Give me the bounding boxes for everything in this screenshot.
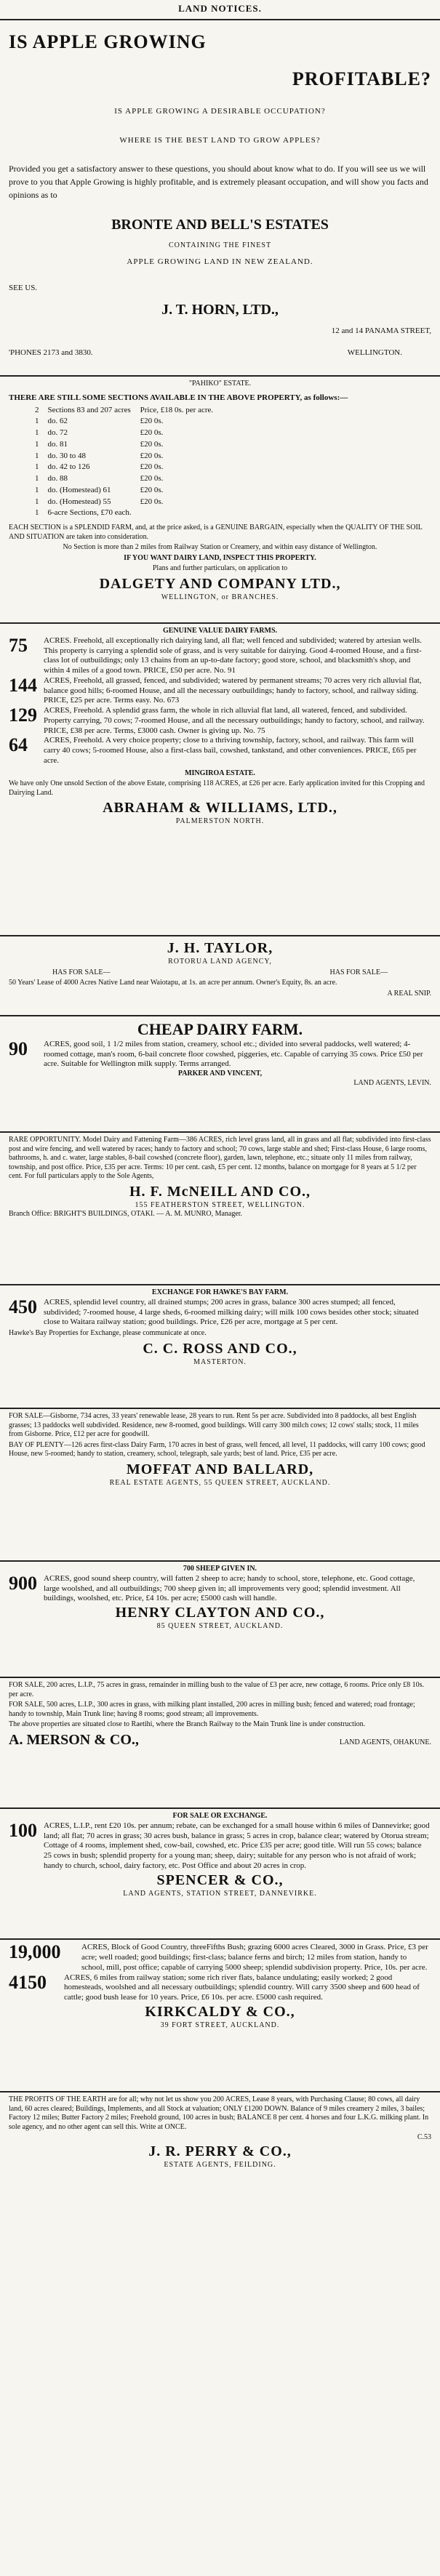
divider bbox=[0, 935, 440, 936]
moffat-ad bbox=[0, 1412, 440, 1557]
dairy-items bbox=[9, 636, 431, 766]
taylor-ad bbox=[0, 939, 440, 1012]
pahiko-lot-desc: do. (Homestead) 61 bbox=[47, 485, 111, 494]
mcneill-branch: Branch Office: BRIGHT'S BUILDINGS, OTAKI. — A. M. MUNRO, Manager. bbox=[9, 1210, 243, 1219]
moffat-firm: MOFFAT AND BALLARD, bbox=[126, 1461, 314, 1477]
kirkcaldy-item-1 bbox=[9, 1943, 431, 1973]
pahiko-lot-n: 1 bbox=[35, 474, 39, 483]
pahiko-firm: DALGETY AND COMPANY LTD., bbox=[99, 575, 341, 592]
dairy-item-text: ACRES, Freehold. A very choice property; close to a thriving township, factory, school, and railway. This farm will carry 40 cows; 5-roomed House, also a first-class bail, cowshed, tankstand, and other conveniences. PRICE, £65 per acre. bbox=[44, 736, 417, 765]
pahiko-lot-price: £20 0s. bbox=[140, 439, 164, 449]
merson-footer bbox=[9, 1731, 431, 1749]
merson-firm: A. MERSON & CO., bbox=[9, 1731, 139, 1748]
pahiko-lot-price: £20 0s. bbox=[140, 417, 164, 426]
abraham-address: PALMERSTON NORTH. bbox=[175, 817, 265, 825]
clayton-firm: HENRY CLAYTON AND CO., bbox=[115, 1605, 325, 1621]
merson-p3: The above properties are situated close to Raetihi, where the Branch Railway to the Main Trunk line is under construction. bbox=[9, 1720, 366, 1729]
pahiko-lot-desc: Sections 83 and 207 acres bbox=[47, 405, 131, 414]
apple-land: APPLE GROWING LAND IN NEW ZEALAND. bbox=[127, 257, 313, 267]
pahiko-lot-row bbox=[31, 428, 217, 439]
apple-containing: CONTAINING THE FINEST bbox=[168, 241, 272, 249]
pahiko-lot-row bbox=[31, 473, 217, 485]
pahiko-intro: THERE ARE STILL SOME SECTIONS AVAILABLE IN THE ABOVE PROPERTY, as follows:— bbox=[9, 393, 348, 402]
pahiko-lot-desc: do. 62 bbox=[47, 417, 68, 426]
pahiko-lot-n: 1 bbox=[35, 417, 39, 426]
ross-address: MASTERTON. bbox=[193, 1357, 247, 1366]
apple-address: 12 and 14 PANAMA STREET, bbox=[331, 326, 431, 335]
divider bbox=[0, 2091, 440, 2093]
divider bbox=[0, 1938, 440, 1940]
apple-see-us: SEE US. bbox=[9, 284, 38, 292]
kirkcaldy-firm: KIRKCALDY & CO., bbox=[145, 2003, 295, 2020]
spencer-acres: 100 bbox=[9, 1819, 37, 1841]
abraham-firm: ABRAHAM & WILLIAMS, LTD., bbox=[103, 800, 337, 816]
cheap-text: ACRES, good soil, 1 1/2 miles from station, creamery, school etc.; divided into several paddocks, well watered; 4-roomed cottage, man's room, 6-bail concrete floor cowshed, piggeries, etc. Capable of carrying 35 cows. Price £50 per acre. Suitable for Wellington milk supply. Terms arranged. bbox=[44, 1039, 423, 1069]
mcneill-address: 155 FEATHERSTON STREET, WELLINGTON. bbox=[135, 1200, 305, 1209]
pahiko-lot-desc: do. (Homestead) 55 bbox=[47, 497, 111, 506]
pahiko-lot-row bbox=[31, 485, 217, 497]
apple-headline-1: IS APPLE GROWING bbox=[9, 31, 207, 53]
ross-item bbox=[9, 1298, 431, 1328]
apple-question-1: IS APPLE GROWING A DESIRABLE OCCUPATION? bbox=[114, 107, 326, 116]
pahiko-lot-row bbox=[31, 439, 217, 451]
clayton-item bbox=[9, 1574, 431, 1604]
pahiko-lot-price: Price, £18 0s. per acre. bbox=[140, 405, 214, 414]
dairy-title: GENUINE VALUE DAIRY FARMS. bbox=[162, 627, 278, 635]
spencer-title: FOR SALE OR EXCHANGE. bbox=[172, 1812, 268, 1821]
divider bbox=[0, 1015, 440, 1016]
pahiko-lot-n: 1 bbox=[35, 451, 39, 460]
pahiko-lot-price: £20 0s. bbox=[140, 474, 164, 483]
apple-firm: J. T. HORN, LTD., bbox=[161, 301, 279, 318]
pahiko-address: WELLINGTON, or BRANCHES. bbox=[161, 593, 279, 601]
pahiko-lot-n: 1 bbox=[35, 428, 39, 437]
spencer-ad bbox=[0, 1812, 440, 1935]
spencer-address: LAND AGENTS, STATION STREET, DANNEVIRKE. bbox=[123, 1889, 317, 1898]
dairy-item bbox=[9, 706, 431, 736]
dairy-item-acres: 64 bbox=[9, 734, 28, 756]
pahiko-lot-price bbox=[136, 507, 218, 519]
taylor-has-2: HAS FOR SALE— bbox=[329, 968, 388, 976]
taylor-has-1: HAS FOR SALE— bbox=[52, 968, 111, 976]
moffat-p1: FOR SALE—Gisborne, 734 acres, 33 years' renewable lease, 28 years to run. Rent 5s per acre. Subdivided into 8 paddocks, all best English grasses; 13 paddocks well subdivided. Residence, new 8-roomed, good buildings. Will carry 300 milch cows; 12 cows' stalls; stock, 11 miles from Gisborne. Price, £12 per acre for goodwill. bbox=[9, 1412, 419, 1439]
dairy-item bbox=[9, 636, 431, 676]
ross-title: EXCHANGE FOR HAWKE'S BAY FARM. bbox=[151, 1288, 289, 1297]
kirkcaldy-acres-1: 19,000 bbox=[9, 1941, 61, 1963]
pahiko-lot-row bbox=[31, 416, 217, 428]
divider bbox=[0, 19, 440, 20]
kirkcaldy-acres-2: 4150 bbox=[9, 1971, 47, 1993]
apple-footer bbox=[9, 348, 431, 358]
cheap-title: CHEAP DAIRY FARM. bbox=[137, 1020, 303, 1039]
merson-p2: FOR SALE, 500 acres, L.I.P., 300 acres in grass, with milking plant installed, 200 acres in milling bush; fenced and watered; road frontage; handy to township, Main Trunk line; having 8 rooms; good stream; all improvements. bbox=[9, 1701, 415, 1718]
kirkcaldy-text-1: ACRES, Block of Good Country, threeFifths Bush; grazing 6000 acres Cleared, 3000 in Grass. Price, £3 per acre; well roaded; good buildings; first-class; balance ferns and birch; 12 miles from station, handy to school, mill, post office; capable of carrying 5000 sheep; splendid subdivision property. Price, 10s. per acre. bbox=[81, 1943, 428, 1972]
dairy-item-acres: 144 bbox=[9, 674, 37, 696]
pahiko-lot-desc: do. 30 to 48 bbox=[47, 451, 87, 460]
perry-firm: J. R. PERRY & CO., bbox=[148, 2143, 292, 2159]
mcneill-ad bbox=[0, 1136, 440, 1281]
pahiko-lot-price: £20 0s. bbox=[140, 462, 164, 472]
dairy-item-acres: 129 bbox=[9, 705, 37, 726]
merson-tag: LAND AGENTS, OHAKUNE. bbox=[339, 1738, 431, 1746]
pahiko-lot-price: £20 0s. bbox=[140, 428, 164, 437]
dairy-item-text: ACRES, Freehold. A splendid grass farm, the whole in rich alluvial flat land, all watered, fenced, and subdivided. Property carrying, 70 cows; 7-roomed House, and all the necessary outbuildings; handy to factory, school, and railway. PRICE, £38 per acre. Terms, £3000 cash. Owner is giving up. No. 75 bbox=[44, 706, 425, 735]
perry-ad bbox=[0, 2095, 440, 2212]
divider bbox=[0, 375, 440, 377]
moffat-address: REAL ESTATE AGENTS, 55 QUEEN STREET, AUCKLAND. bbox=[109, 1478, 331, 1487]
pahiko-lot-row bbox=[31, 451, 217, 462]
pahiko-lot-price: £20 0s. bbox=[140, 451, 164, 460]
pahiko-lot-n: 1 bbox=[35, 485, 39, 494]
divider bbox=[0, 1131, 440, 1133]
pahiko-lot-n: 1 bbox=[35, 497, 39, 506]
dairy-item-text: ACRES, Freehold, all grassed, fenced, and subdivided; watered by permanent streams; 70 acres very rich alluvial flat, balance good hills; 6-roomed House, and all the necessary outbuildings; handy to factory, school, and railway siding. PRICE, £25 per acre. Terms easy. No. 673 bbox=[44, 675, 422, 705]
ross-firm: C. C. ROSS AND CO., bbox=[143, 1340, 297, 1357]
merson-p1: FOR SALE, 200 acres, L.I.P., 75 acres in grass, remainder in milling bush to the value of £3 per acre, new cottage, 6 rooms. Price only £8 10s. per acre. bbox=[9, 1681, 424, 1698]
spencer-firm: SPENCER & CO., bbox=[156, 1871, 284, 1888]
divider bbox=[0, 1560, 440, 1562]
clayton-text: ACRES, good sound sheep country, will fatten 2 sheep to acre; handy to school, store, telephone, etc. Good cottage, large woolshed, and all outbuildings; 700 sheep given in; all improvements very good; splendid investment. All buildings, woolshed, etc. Price, £4 10s. per acre; £5000 cash will handle. bbox=[44, 1573, 415, 1603]
pahiko-lot-price: £20 0s. bbox=[140, 485, 164, 494]
cheap-item bbox=[9, 1040, 431, 1070]
pahiko-lots-table bbox=[31, 405, 217, 520]
kirkcaldy-text-2: ACRES, 6 miles from railway station; some rich river flats, balance undulating; easily worked; 2 good homesteads, woolshed and all necessary outbuildings; splendid country. Will carry 3500 sheep and 600 head of cattle; good bush lease for 10 years. Price, £6 10s. per acre. £5000 cash required. bbox=[64, 1973, 420, 2002]
pahiko-lot-n: 2 bbox=[35, 405, 39, 414]
pahiko-lot-n: 1 bbox=[35, 439, 39, 449]
clayton-title: 700 SHEEP GIVEN IN. bbox=[183, 1565, 257, 1573]
mcneill-firm: H. F. McNEILL AND CO., bbox=[129, 1183, 311, 1200]
pahiko-lot-desc: do. 81 bbox=[47, 439, 68, 449]
pahiko-lot-desc: do. 88 bbox=[47, 474, 68, 483]
taylor-firm: J. H. TAYLOR, bbox=[167, 940, 273, 957]
spencer-item bbox=[9, 1821, 431, 1871]
pahiko-lot-n: 1 bbox=[35, 508, 39, 518]
clayton-ad bbox=[0, 1565, 440, 1674]
section-header: LAND NOTICES. bbox=[178, 3, 262, 14]
merson-ad bbox=[0, 1681, 440, 1805]
pahiko-body-4: Plans and further particulars, on application to bbox=[152, 564, 288, 572]
taylor-body: 50 Years' Lease of 4000 Acres Native Land near Waiotapu, at 1s. an acre per annum. Owner's Equity, 8s. an acre. bbox=[9, 979, 337, 987]
kirkcaldy-ad bbox=[0, 1943, 440, 2088]
pahiko-lot-n: 1 bbox=[35, 462, 39, 472]
dairy-item bbox=[9, 676, 431, 706]
kirkcaldy-item-2 bbox=[9, 1973, 431, 2003]
apple-body: Provided you get a satisfactory answer to these questions, you should about know what to do. If you will see us we will prove to you that Apple Growing is highly profitable, and is extremely pleasant occupation, and will show you facts and opinions as to bbox=[9, 163, 428, 200]
pahiko-estate-ad bbox=[0, 380, 440, 619]
pahiko-lot-desc: do. 42 to 126 bbox=[47, 462, 90, 472]
taylor-sub: ROTORUA LAND AGENCY, bbox=[168, 958, 272, 966]
dairy-item-text: ACRES. Freehold, all exceptionally rich dairying land, all flat; well fenced and subdivided; watered by artesian wells. This property is carrying a splendid sole of grass, and is very suitable for dairying. Good 4-roomed House, and a first-class lot of outbuildings; only 13 chains from an up-to-date factory; good store, school, and blacksmith's shop, and within 4 miles of a good town. PRICE, £50 per acre. No. 91 bbox=[44, 635, 422, 675]
taylor-snip: A REAL SNIP. bbox=[387, 989, 431, 998]
apple-growing-ad bbox=[0, 31, 440, 372]
apple-question-2: WHERE IS THE BEST LAND TO GROW APPLES? bbox=[119, 136, 321, 145]
mingiroa-text: We have only One unsold Section of the above Estate, comprising 118 ACRES, at £26 per acre. Early application invited for this Cropping and Dairying Land. bbox=[9, 779, 425, 797]
clayton-address: 85 QUEEN STREET, AUCKLAND. bbox=[156, 1622, 284, 1630]
pahiko-lot-row bbox=[31, 405, 217, 417]
divider bbox=[0, 1807, 440, 1809]
pahiko-lot-desc: do. 72 bbox=[47, 428, 68, 437]
ross-text: ACRES, splendid level country, all drained stumps; 200 acres in grass, balance 300 acres stumped; all fenced, subdivided; 7-roomed house, 4 large sheds, 6-roomed milking dairy; will milk 100 cows besides other stock; situated close to Waitara railway station; good buildings. Price, £26 per acre, mortgage at 5 per cent. bbox=[44, 1297, 419, 1327]
perry-address: ESTATE AGENTS, FEILDING. bbox=[164, 2160, 276, 2169]
pahiko-body-2: No Section is more than 2 miles from Railway Station or Creamery, and within easy distance of Wellington. bbox=[63, 543, 377, 551]
apple-headline-2: PROFITABLE? bbox=[292, 68, 431, 89]
kirkcaldy-address: 39 FORT STREET, AUCKLAND. bbox=[160, 2021, 280, 2029]
clayton-acres: 900 bbox=[9, 1572, 37, 1594]
pahiko-lot-row bbox=[31, 462, 217, 473]
pahiko-lot-row bbox=[31, 497, 217, 508]
cheap-address: LAND AGENTS, LEVIN. bbox=[353, 1078, 431, 1087]
cheap-dairy-ad bbox=[0, 1019, 440, 1128]
cheap-firm: PARKER AND VINCENT, bbox=[177, 1070, 263, 1078]
cheap-acres: 90 bbox=[9, 1038, 28, 1059]
apple-phones: 'PHONES 2173 and 3830. bbox=[9, 348, 93, 357]
mcneill-text: RARE OPPORTUNITY. Model Dairy and Fattening Farm—386 ACRES, rich level grass land, all in grass and all flat; subdivided into first-class post and wire fencing, and well watered by races; handy to factory and school; 70 cows, large stable and shed; First-class House, 6 large rooms, bathrooms, h. and c. water, large stables, 8-bail cowshed (concrete floor), garden, lawn, telephone, etc.; situate only 11 miles from railway, township, and post office. Price, £35 per acre. Terms: 10 per cent. cash, £5 per cent. 12 months, balance on mortgage for 8 years at 5 1/2 per cent. For full particulars apply to the Sole Agents, bbox=[9, 1136, 431, 1181]
moffat-p2: BAY OF PLENTY—126 acres first-class Dairy Farm, 170 acres in best of grass, well fenced, all level, 11 paddocks, will carry 100 cows; good House, new 5-roomed; handy to station, creamery, school, telegraph, sale yards; best of land. Price, £35 per acre. bbox=[9, 1440, 425, 1458]
pahiko-lot-row bbox=[31, 507, 217, 519]
perry-code: C.53 bbox=[417, 2133, 431, 2142]
apple-estates: BRONTE AND BELL'S ESTATES bbox=[111, 216, 329, 233]
pahiko-lot-price: £20 0s. bbox=[140, 497, 164, 506]
apple-city: WELLINGTON. bbox=[347, 348, 402, 357]
ross-note: Hawke's Bay Properties for Exchange, please communicate at once. bbox=[9, 1329, 207, 1337]
divider bbox=[0, 622, 440, 624]
taylor-has-row bbox=[52, 968, 388, 978]
divider bbox=[0, 1408, 440, 1409]
perry-text: THE PROFITS OF THE EARTH are for all; why not let us show you 200 ACRES, Lease 8 years, with Purchasing Clause; 80 cows, all dairy land, 60 acres cleared; Buildings, Implements, and all Stock at valuation; ONLY £1200 DOWN. Balance of 9 miles creamery 2 miles, 3 bailes; Factory 12 miles; Butter Factory 2 miles; Freehold ground, 100 acres in bush; BALANCE 8 per cent. 4 horses and four L.K.G. milking plant. In sole agency, and no other agent can sell this. Write at ONCE. bbox=[9, 2095, 429, 2131]
divider bbox=[0, 1677, 440, 1678]
divider bbox=[0, 1284, 440, 1285]
spencer-text: ACRES, L.I.P., rent £20 10s. per annum; rebate, can be exchanged for a small house within 6 miles of Dannevirke; good land; all flat; 70 acres in grass; 30 acres bush, balance in grass; 5 acres in crop, balance clear; watered by Otorua stream; Cottage of 4 rooms, implement shed, cow-bail, cowshed, etc. Price £35 per acre; good title. Will run 55 cows; balance 25 cows in bush; splendid property for a young man; sheep, dairy; suitable for any person who is not afraid of work; handy to church, school, dairy factory, etc. Post Office and about 20 acres in crop. bbox=[44, 1821, 430, 1870]
ross-acres: 450 bbox=[9, 1296, 37, 1317]
pahiko-title: "PAHIKO" ESTATE. bbox=[188, 380, 252, 388]
pahiko-lot-desc: 6-acre Sections, £70 each. bbox=[47, 508, 132, 518]
mingiroa-title: MINGIROA ESTATE. bbox=[185, 769, 255, 777]
dairy-item-acres: 75 bbox=[9, 634, 28, 656]
ross-ad bbox=[0, 1288, 440, 1405]
dairy-farms-ad bbox=[0, 627, 440, 932]
pahiko-body-3: IF YOU WANT DAIRY LAND, INSPECT THIS PROPERTY. bbox=[124, 553, 316, 562]
pahiko-body-1: EACH SECTION is a SPLENDID FARM, and, at the price asked, is a GENUINE BARGAIN, especially when the QUALITY OF THE SOIL AND SITUATION are taken into consideration. bbox=[9, 523, 423, 541]
dairy-item bbox=[9, 736, 431, 766]
